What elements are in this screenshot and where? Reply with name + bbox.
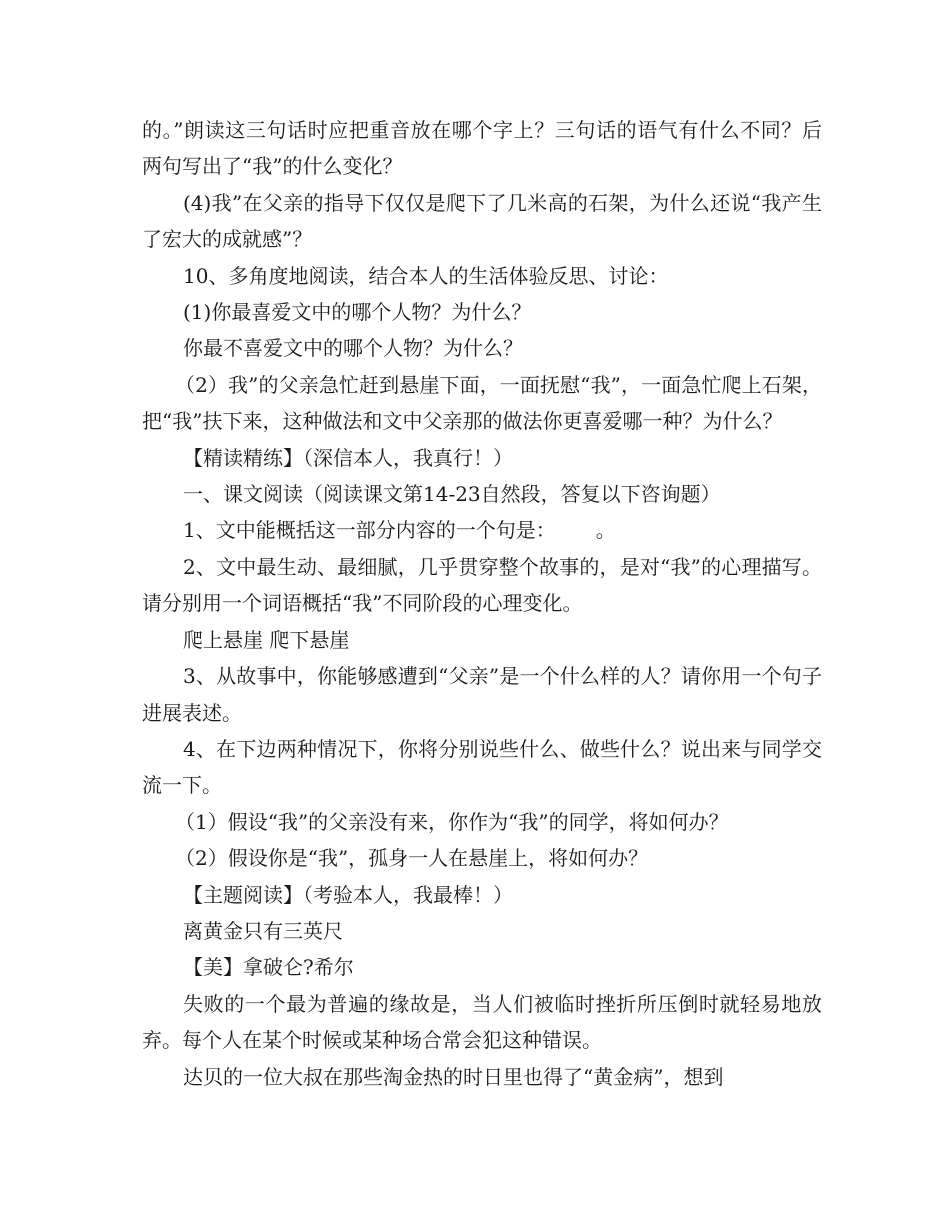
paragraph-question-4: (4)我”在父亲的指导下仅仅是爬下了几米高的石架，为什么还说“我产生了宏大的成就感”？ bbox=[142, 190, 822, 252]
article-title: 离黄金只有三英尺 bbox=[183, 918, 343, 943]
article-paragraph-2: 达贝的一位大叔在那些淘金热的时日里也得了“黄金病”，想到 bbox=[183, 1064, 724, 1089]
paragraph-two-situations-question: 4、在下边两种情况下，你将分别说些什么、做些什么？说出来与同学交流一下。 bbox=[142, 736, 822, 798]
paragraph-psychology-question: 2、文中最生动、最细腻，几乎贯穿整个故事的，是对“我”的心理描写。请分别用一个词语概括“我”不同阶段的心理变化。 bbox=[142, 554, 822, 616]
article-author: 【美】拿破仑?希尔 bbox=[183, 955, 354, 980]
section-heading-theme-reading: 【主题阅读】（考验本人，我最棒！） bbox=[183, 882, 513, 907]
article-paragraph-1: 失败的一个最为普遍的缘故是，当人们被临时挫折所压倒时就轻易地放弃。每个人在某个时候或某种场合常会犯这种错误。 bbox=[142, 991, 822, 1053]
paragraph-question-tone: 的。”朗读这三句话时应把重音放在哪个字上？三句话的语气有什么不同？后两句写出了“我”的什么变化？ bbox=[142, 118, 822, 179]
section-heading-intensive-reading: 【精读精练】（深信本人，我真行！） bbox=[183, 445, 513, 470]
paragraph-situation-1: （1）假设“我”的父亲没有来，你作为“我”的同学，将如何办？ bbox=[175, 809, 729, 834]
paragraph-text-reading-intro: 一、课文阅读（阅读课文第14-23自然段，答复以下咨询题） bbox=[183, 482, 721, 507]
paragraph-question-10: 10、多角度地阅读，结合本人的生活体验反思、讨论： bbox=[183, 263, 669, 288]
paragraph-situation-2: （2）假设你是“我”，孤身一人在悬崖上，将如何办？ bbox=[175, 846, 649, 871]
paragraph-father-character-question: 3、从故事中，你能够感遭到“父亲”是一个什么样的人？请你用一个句子进展表述。 bbox=[142, 664, 822, 725]
summary-question-text: 1、文中能概括这一部分内容的一个句是： bbox=[183, 518, 556, 543]
document-body bbox=[142, 112, 822, 1095]
paragraph-least-favorite-character: 你最不喜爱文中的哪个人物？为什么？ bbox=[183, 336, 523, 361]
paragraph-favorite-character: (1)你最喜爱文中的哪个人物？为什么？ bbox=[183, 300, 532, 325]
paragraph-father-comparison: （2）我”的父亲急忙赶到悬崖下面，一面抚慰“我”，一面急忙爬上石架，把“我”扶下来，这种做法和文中父亲那的做法你更喜爱哪一种？为什么？ bbox=[142, 372, 822, 434]
paragraph-summary-sentence-question bbox=[142, 512, 822, 548]
paragraph-cliff-stages: 爬上悬崖 爬下悬崖 bbox=[183, 627, 350, 652]
summary-question-end: 。 bbox=[595, 518, 616, 543]
